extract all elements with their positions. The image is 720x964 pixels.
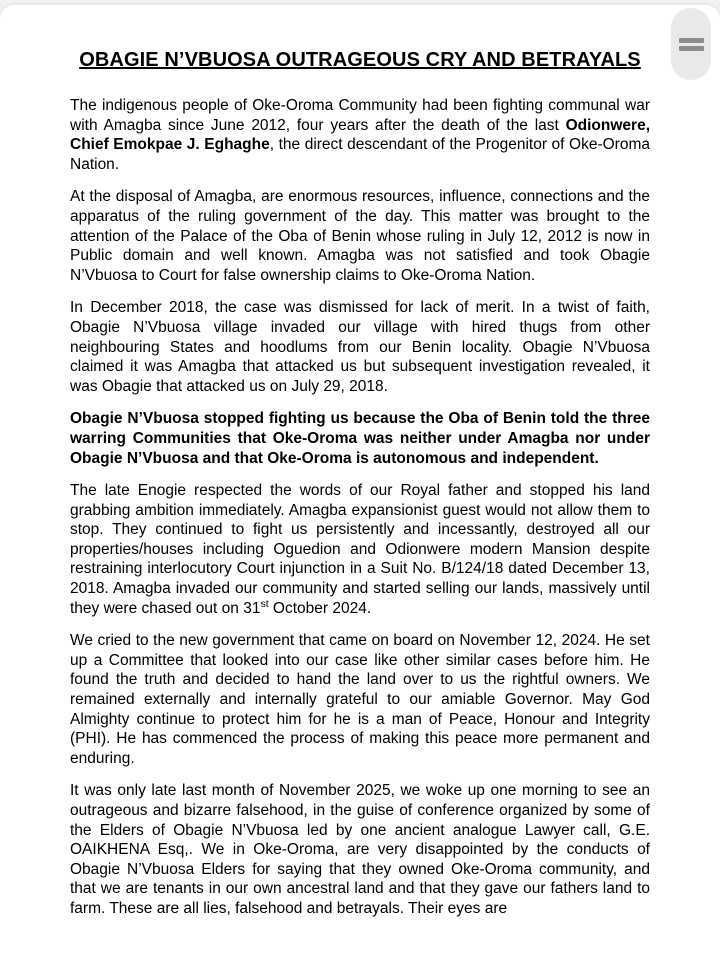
document-page — [0, 5, 720, 964]
text-run: The indigenous people of Oke-Oroma Community had been fighting communal war with Amagba since June 2012, four years after the death of the last — [70, 97, 650, 134]
text-run: The late Enogie respected the words of our Royal father and stopped his land grabbing ambition immediately. Amagba expansionist guest would not allow them to stop. They continued to fight us persistently and incessantly, destroyed all our properties/houses including Oguedion and Odionwere modern Mansion despite restraining interlocutory Court injunction in a Suit No. B/124/18 dated December 13, 2018. Amagba invaded our community and started selling our lands, massively until they were chased out on 31 — [70, 482, 650, 617]
text-run: At the disposal of Amagba, are enormous resources, influence, connections and the apparatus of the ruling government of the day. This matter was brought to the attention of the Palace of the Oba of Benin whose ruling in July 12, 2012 is now in Public domain and well known. Amagba was not satisfied and took Obagie N’Vbuosa to Court for false ownership claims to Oke-Oroma Nation. — [70, 188, 650, 284]
text-run: , the direct descendant of the Progenitor of Oke-Oroma Nation. — [70, 136, 650, 173]
text-run: October 2024. — [268, 599, 372, 617]
menu-button[interactable] — [671, 8, 711, 80]
document-paragraph-5 — [70, 481, 650, 618]
document-paragraph-4 — [70, 409, 650, 468]
document-body — [70, 96, 650, 919]
hamburger-icon — [679, 38, 704, 51]
document-paragraph-7 — [70, 781, 650, 918]
text-run: We cried to the new government that came on board on November 12, 2024. He set up a Committee that looked into our case like other similar cases before him. He found the truth and decided to hand the land over to us the rightful owners. We remained externally and internally grateful to our amiable Governor. May God Almighty continue to protect him for he is a man of Peace, Honour and Integrity (PHI). He has commenced the process of making this peace more permanent and enduring. — [70, 632, 650, 767]
document-paragraph-6 — [70, 631, 650, 768]
text-run: In December 2018, the case was dismissed for lack of merit. In a twist of faith, Obagie N’Vbuosa village invaded our village with hired thugs from other neighbouring States and hoodlums from our Benin locality. Obagie N’Vbuosa claimed it was Amagba that attacked us but subsequent investigation revealed, it was Obagie that attacked us on July 29, 2018. — [70, 299, 650, 395]
document-paragraph-3 — [70, 298, 650, 396]
document-paragraph-2 — [70, 187, 650, 285]
document-paragraph-1 — [70, 96, 650, 174]
text-run: It was only late last month of November 2025, we woke up one morning to see an outrageous and bizarre falsehood, in the guise of conference organized by some of the Elders of Obagie N’Vbuosa led by one ancient analogue Lawyer call, G.E. OAIKHENA Esq,. We in Oke-Oroma, are very disappointed by the conducts of Obagie N’Vbuosa Elders for saying that they owned Oke-Oroma community, and that we are tenants in our own ancestral land and that they gave our fathers land to farm. These are all lies, falsehood and betrayals. Their eyes are — [70, 782, 650, 917]
text-run: Odionwere, Chief Emokpae J. Eghaghe — [70, 116, 650, 154]
document-title: OBAGIE N’VBUOSA OUTRAGEOUS CRY AND BETRAYALS — [79, 49, 641, 71]
text-run: st — [260, 597, 269, 610]
text-run: Obagie N’Vbuosa stopped fighting us because the Oba of Benin told the three warring Communities that Oke-Oroma was neither under Amagba nor under Obagie N’Vbuosa and that Oke-Oroma is autonomous and independent. — [70, 410, 650, 467]
